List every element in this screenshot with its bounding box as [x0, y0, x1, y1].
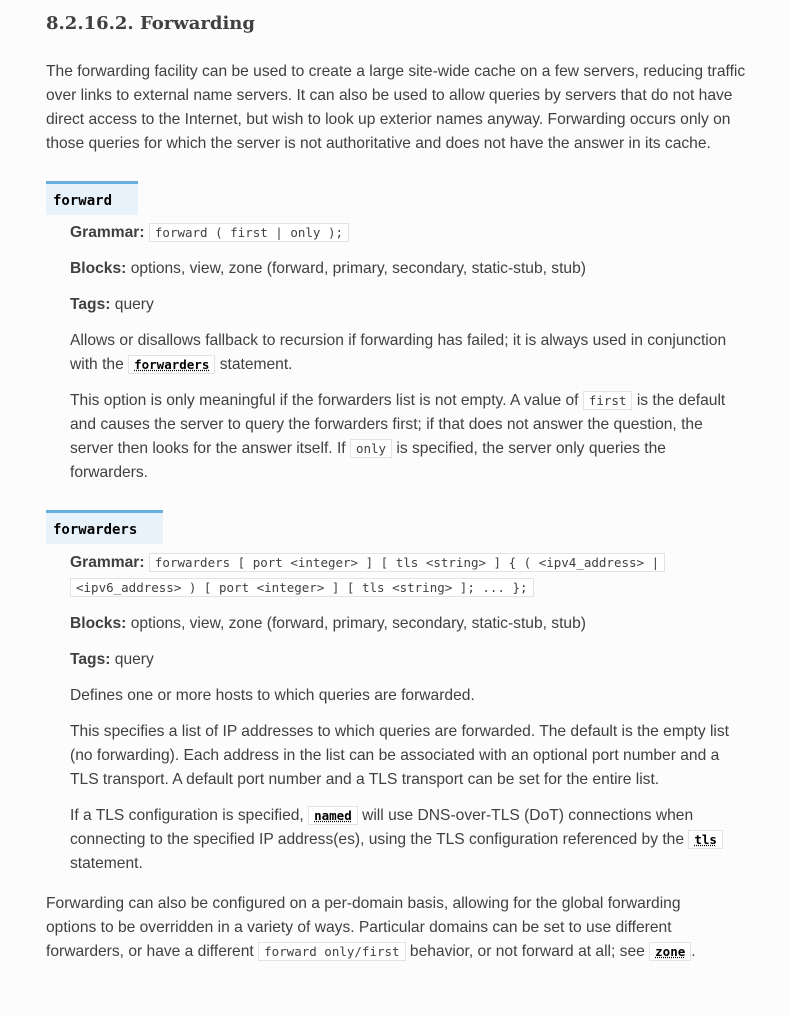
grammar-code: forward ( first | only );	[149, 223, 349, 242]
tags-label: Tags:	[70, 651, 111, 668]
tags-label: Tags:	[70, 296, 111, 313]
description-text: statement.	[219, 356, 293, 373]
intro-paragraph: The forwarding facility can be used to create a large site-wide cache on a few servers, reducing traffic over links to external name servers. It can also be used to allow queries by servers that do not have direct access to the Internet, but wish to look up exterior names anyway. Forwarding occurs only on those queries for which the server is not authoritative and does not have the answer in its cache.	[46, 63, 746, 152]
description-paragraph: This specifies a list of IP addresses to which queries are forwarded. The default is the empty list (no forwarding). Each address in the list can be associated with an optional port number and a TLS transport. A default port number and a TLS transport can be set for the entire list.	[70, 723, 730, 788]
outro-text: Forwarding can also be configured on a per-domain basis, allowing for the global forwarding options to be overridden in a variety of ways. Particular domains can be set to use different forwarders, or have a different	[46, 895, 681, 960]
only-literal: only	[350, 439, 392, 458]
section-title: 8.2.16.2. Forwarding	[46, 13, 255, 34]
forward-only-first-literal: forward only/first	[258, 942, 405, 961]
named-link[interactable]: named	[308, 806, 358, 825]
description-text: If a TLS configuration is specified,	[70, 807, 304, 824]
statement-body-forward	[70, 221, 745, 485]
grammar-label: Grammar:	[70, 224, 145, 241]
tags-line	[70, 648, 745, 672]
description-text: is the default and causes the server to query the forwarders first; if that does not answer the question, the server then looks for the answer itself. If	[70, 392, 726, 457]
blocks-label: Blocks:	[70, 615, 127, 632]
blocks-value: options, view, zone (forward, primary, secondary, static-stub, stub)	[130, 615, 586, 632]
outro-paragraph	[46, 892, 706, 964]
grammar-code-line1: forwarders [ port <integer> ] [ tls <string> ] { ( <ipv4_address> |	[149, 553, 665, 572]
statement-forward	[46, 156, 745, 485]
description-paragraph	[70, 329, 745, 377]
outro-text: .	[691, 943, 696, 960]
description-text: is specified, the server only queries the forwarders.	[70, 440, 666, 481]
outro-text: behavior, or not forward at all; see	[409, 943, 645, 960]
forwarders-link[interactable]: forwarders	[128, 355, 215, 374]
tls-link[interactable]: tls	[688, 830, 723, 849]
tags-value: query	[114, 651, 154, 668]
description-text: will use DNS-over-TLS (DoT) connections when connecting to the specified IP address(es), using the TLS configuration referenced by the	[70, 807, 694, 848]
grammar-line	[70, 550, 745, 600]
grammar-line	[70, 221, 745, 245]
blocks-label: Blocks:	[70, 260, 127, 277]
statement-forwarders	[46, 497, 745, 876]
description-text: statement.	[70, 855, 143, 872]
description-paragraph	[70, 804, 745, 876]
blocks-value: options, view, zone (forward, primary, secondary, static-stub, stub)	[130, 260, 586, 277]
statement-term-forwarders[interactable]: forwarders	[46, 510, 163, 544]
tags-value: query	[114, 296, 154, 313]
blocks-line	[70, 257, 745, 281]
zone-link[interactable]: zone	[649, 942, 691, 961]
tags-line	[70, 293, 745, 317]
grammar-code-line2: <ipv6_address> ) [ port <integer> ] [ tls <string> ]; ... };	[70, 578, 534, 597]
statement-body-forwarders	[70, 550, 745, 876]
description-paragraph	[70, 389, 745, 485]
description-text: This option is only meaningful if the forwarders list is not empty. A value of	[70, 392, 579, 409]
grammar-label: Grammar:	[70, 554, 145, 571]
description-text: Allows or disallows fallback to recursion if forwarding has failed; it is always used in conjunction with the	[70, 332, 727, 373]
blocks-line	[70, 612, 745, 636]
statement-term-forward[interactable]: forward	[46, 181, 138, 215]
first-literal: first	[583, 391, 633, 410]
description-paragraph: Defines one or more hosts to which queries are forwarded.	[70, 687, 475, 704]
